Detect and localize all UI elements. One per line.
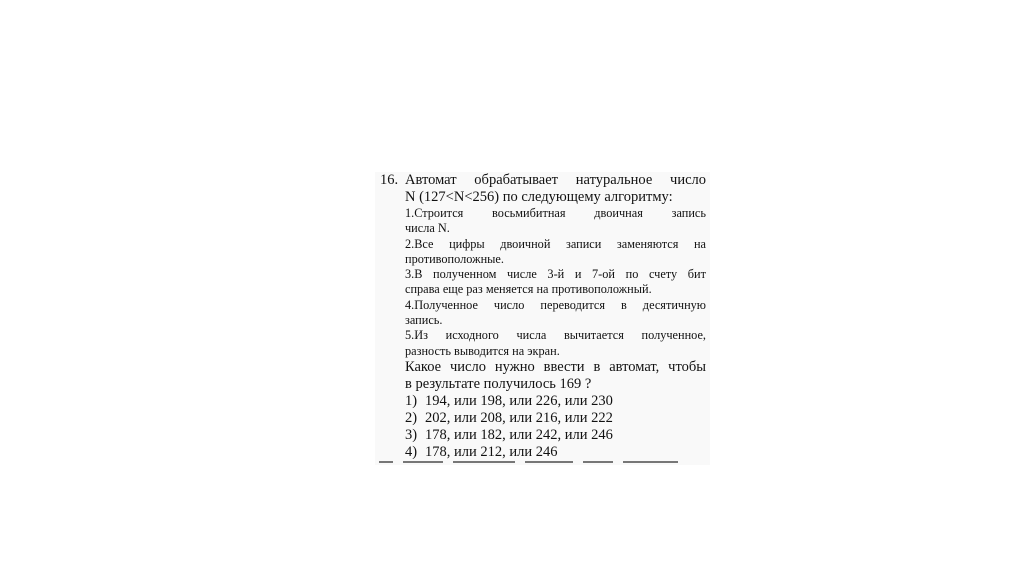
answer-text: 178, или 182, или 242, или 246 — [425, 426, 613, 443]
answer-text: 194, или 198, или 226, или 230 — [425, 392, 613, 409]
answer-option-4 — [405, 444, 706, 461]
step-2-line-2: противоположные. — [405, 251, 504, 266]
step-2-line-1: 2.Все цифры двоичной записи заменяются на — [405, 236, 706, 251]
document-page — [375, 172, 710, 465]
answer-option-2 — [405, 410, 706, 427]
step-5-line-2: разность выводится на экран. — [405, 343, 560, 358]
answer-number: 1) — [405, 392, 418, 409]
step-1-line-2: числа N. — [405, 221, 450, 236]
question-number: 16. — [380, 172, 399, 188]
step-4-line-1: 4.Полученное число переводится в десятичную — [405, 297, 706, 312]
answer-number: 3) — [405, 426, 418, 443]
answer-option-1 — [405, 393, 706, 410]
answer-option-3 — [405, 427, 706, 444]
prompt-line-2: в результате получилось 169 ? — [405, 375, 592, 392]
step-1-line-1: 1.Строится восьмибитная двоичная запись — [405, 206, 706, 220]
cropped-next-line — [379, 461, 709, 465]
answer-number: 4) — [405, 443, 418, 460]
intro-line-1: Автомат обрабатывает натуральное число — [405, 172, 706, 188]
step-5-line-1: 5.Из исходного числа вычитается полученное, — [405, 328, 706, 343]
intro-line-2: N (127<N<256) по следующему алгоритму: — [405, 189, 673, 205]
question-body — [405, 172, 706, 461]
answer-text: 202, или 208, или 216, или 222 — [425, 409, 613, 426]
prompt-line-1: Какое число нужно ввести в автомат, чтобы — [405, 358, 706, 375]
step-3-line-1: 3.В полученном числе 3-й и 7-ой по счету бит — [405, 267, 706, 282]
answer-number: 2) — [405, 409, 418, 426]
step-4-line-2: запись. — [405, 313, 443, 328]
answer-text: 178, или 212, или 246 — [425, 443, 558, 460]
answer-list — [405, 393, 706, 461]
step-3-line-2: справа еще раз меняется на противоположный. — [405, 282, 652, 297]
